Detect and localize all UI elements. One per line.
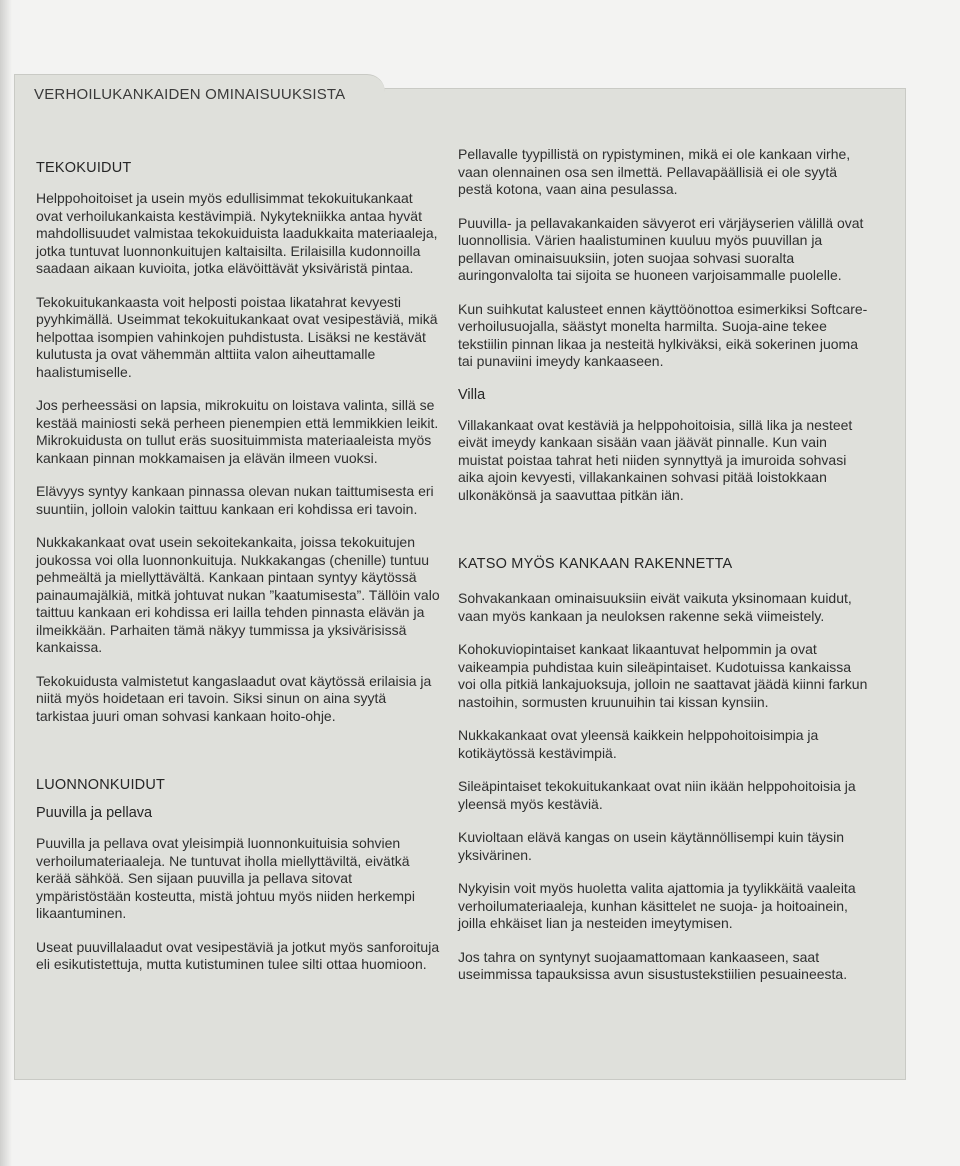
section-title-luonnonkuidut: LUONNONKUIDUT bbox=[36, 777, 166, 793]
paragraph: Tekokuitukankaasta voit helposti poistaa likatahrat kevyesti pyyhkimällä. Useimmat tekokuitukankaat ovat vesipestäviä, mikä helpottaa isompien vahinkojen puhdistusta. Lisäksi ne kestävät kulutusta ja ovat vähemmän alttiita valon aiheuttamalle haalistumiselle. bbox=[36, 293, 438, 380]
left-column bbox=[36, 160, 440, 990]
paragraph: Puuvilla ja pellava ovat yleisimpiä luonnonkuituisia sohvien verhoilumateriaaleja. Ne tuntuvat iholla miellyttäviltä, eivätkä kerää sähköä. Sen sijaan puuvilla ja pellava sitovat ympäristöstään kosteutta, mistä johtuu myös niiden herkempi likaantuminen. bbox=[36, 835, 415, 921]
subsection-title-villa: Villa bbox=[458, 386, 486, 403]
section-title-katso-rakenne: KATSO MYÖS KANKAAN RAKENNETTA bbox=[458, 556, 733, 572]
paragraph: Kuvioltaan elävä kangas on usein käytännöllisempi kuin täysin yksivärinen. bbox=[458, 829, 845, 863]
paragraph: Jos tahra on syntynyt suojaamattomaan kankaaseen, saat useimmissa tapauksissa avun sisustustekstiilien pesuaineesta. bbox=[458, 948, 848, 982]
paragraph: Kohokuviopintaiset kankaat likaantuvat helpommin ja ovat vaikeampia puhdistaa kuin sileäpintaiset. Kudotuissa kankaissa voi olla pitkiä lankajuoksuja, jolloin ne saattavat jäädä kiinni farkun nastoihin, sormusten kruunuihin tai kissan kynsiin. bbox=[458, 641, 868, 710]
paragraph: Puuvilla- ja pellavakankaiden sävyerot eri värjäyserien välillä ovat luonnollisia. Värien haalistuminen kuuluu myös puuvillan ja pellavan ominaisuuksiin, joten suojaa sohvasi suoralta auringonvalolta tai sijoita se huoneen varjoisammalle puolelle. bbox=[458, 214, 864, 283]
spacer bbox=[458, 520, 870, 556]
subsection-title-puuvilla-pellava: Puuvilla ja pellava bbox=[36, 805, 153, 821]
paragraph: Pellavalle tyypillistä on rypistyminen, mikä ei ole kankaan virhe, vaan olennainen osa sen ilmettä. Pellavapäällisiä ei ole syytä pestä kotona, vaan aina pesulassa. bbox=[458, 146, 851, 197]
paragraph: Nukkakankaat ovat usein sekoitekankaita, joissa tekokuitujen joukossa voi olla luonnonkuituja. Nukkakangas (chenille) tuntuu pehmeältä ja miellyttävältä. Kankaan pintaan syntyy käytössä painaumajälkiä, mitkä johtuvat nukan ”kaatumisesta”. Tällöin valo taittuu kankaan eri kohdissa eri lailla tehden pinnasta elävän ja ilmeikkään. Parhaiten tämä näkyy tummissa ja yksivärisissä kankaissa. bbox=[36, 534, 440, 655]
paragraph: Sileäpintaiset tekokuitukankaat ovat niin ikään helppohoitoisia ja yleensä myös kestäviä. bbox=[458, 778, 856, 812]
section-title-tekokuidut: TEKOKUIDUT bbox=[36, 160, 132, 176]
paragraph: Sohvakankaan ominaisuuksiin eivät vaikuta yksinomaan kuidut, vaan myös kankaan ja neuloksen rakenne sekä viimeistely. bbox=[458, 590, 852, 624]
paragraph: Kun suihkutat kalusteet ennen käyttöönottoa esimerkiksi Softcare-verhoilusuojalla, säästyt monelta harmilta. Suoja-aine tekee tekstiilin pinnan likaa ja nesteitä hylkiväksi, eikä sokerinen juoma tai punaviini imeydy kankaaseen. bbox=[458, 300, 868, 369]
paragraph: Nykyisin voit myös huoletta valita ajattomia ja tyylikkäitä vaaleita verhoilumateriaaleja, kunhan käsittelet ne suoja- ja hoitoainein, joilla ehkäiset lian ja nesteiden imeytymisen. bbox=[458, 880, 856, 931]
paragraph: Tekokuidusta valmistetut kangaslaadut ovat käytössä erilaisia ja niitä myös hoidetaan eri tavoin. Siksi sinun on aina syytä tarkistaa juuri oman sohvasi kankaan hoito-ohje. bbox=[36, 672, 432, 724]
page-title: VERHOILUKANKAIDEN OMINAISUUKSISTA bbox=[34, 86, 346, 103]
paragraph: Useat puuvillalaadut ovat vesipestäviä ja jotkut myös sanforoituja eli esikutistettuja, mutta kutistuminen tulee silti ottaa huomioon. bbox=[36, 938, 440, 972]
page-edge-shadow bbox=[0, 0, 12, 1166]
right-column bbox=[458, 146, 870, 1000]
spacer bbox=[36, 741, 440, 777]
paragraph: Helppohoitoiset ja usein myös edullisimmat tekokuitukankaat ovat verhoilukankaista kestävimpiä. Nykytekniikka antaa hyvät mahdollisuudet valmistaa tekokuiduista laadukkaita materiaaleja, jotka tuntuvat luonnonkuitujen kaltaisilta. Erilaisilla kudonnoilla saadaan aikaan kuvioita, jotka elävöittävät yksiväristä pintaa. bbox=[36, 190, 438, 276]
paragraph: Elävyys syntyy kankaan pinnassa olevan nukan taittumisesta eri suuntiin, jolloin valokin taittuu kankaan eri kohdissa eri tavoin. bbox=[36, 483, 434, 517]
paragraph: Villakankaat ovat kestäviä ja helppohoitoisia, sillä lika ja nesteet eivät imeydy kankaan sisään vaan jäävät pinnalle. Kun vain muistat poistaa tahrat heti niiden synnyttyä ja imuroida sohvasi aika ajoin kevyesti, villakankainen sohvasi pitää loistokkaan ulkonäkönsä ja saavuttaa pitkän iän. bbox=[458, 416, 853, 503]
paragraph: Jos perheessäsi on lapsia, mikrokuitu on loistava valinta, sillä se kestää mainiosti sekä perheen pienempien että lemmikkien leikit. Mikrokuidusta on tullut eräs suosituimmista materiaaleista myös kankaan pinnan mokkamaisen ja elävän ilmeen vuoksi. bbox=[36, 397, 439, 466]
paragraph: Nukkakankaat ovat yleensä kaikkein helppohoitoisimpia ja kotikäytössä kestävimpiä. bbox=[458, 727, 819, 761]
